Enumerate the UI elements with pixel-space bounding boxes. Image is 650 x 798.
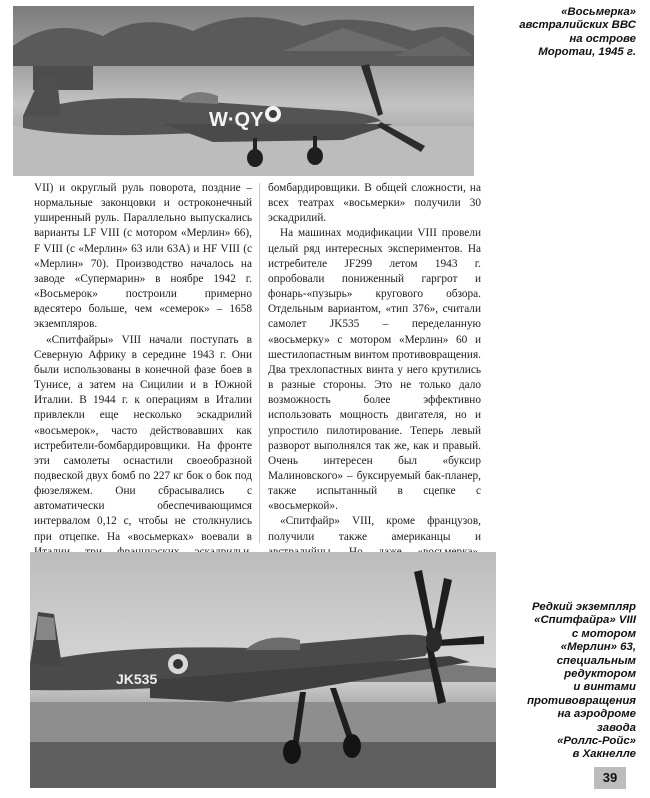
caption-bottom-line: и винтами	[573, 681, 636, 694]
caption-bottom-line: редуктором	[564, 668, 636, 681]
photo-spitfire-hucknall	[30, 552, 496, 788]
paragraph: «Спитфайр» VIII, кроме французов, получили также американцы и	[268, 515, 481, 543]
caption-bottom-line: «Роллс-Ройс»	[557, 735, 636, 748]
caption-top-line: на острове	[569, 32, 636, 45]
caption-bottom-line: «Мерлин» 63,	[560, 641, 636, 654]
caption-top-line: Моротаи, 1945 г.	[538, 46, 636, 59]
caption-bottom-line: в Хакнелле	[572, 748, 636, 761]
caption-top	[484, 6, 636, 60]
caption-bottom	[498, 601, 636, 762]
caption-bottom-line: «Спитфайра» VIII	[534, 614, 636, 627]
caption-bottom-line: завода	[596, 721, 636, 734]
caption-bottom-line: Редкий экземпляр	[531, 601, 636, 613]
caption-top-line: «Восьмерка»	[561, 6, 636, 18]
caption-bottom-line: на аэродроме	[557, 708, 636, 721]
paragraph: «Спитфайры» VIII начали поступать в Северную Африку в середине 1943 г. Они были использованы в конечной фазе боев в Тунисе, а затем на Сицилии и в Южной Италии. В 1944 г. к операциям в Италии привлекли еще несколько эскадрилий «восьмерок», часто действовавших как истребители-бомбардировщики. На фронте эти самолеты оснастили своеобразной подвеской двух бомб по 227 кг бок о бок под фюзеляжем. Они сбрасывались с автоматически обеспечивающимся интервалом 0,12 с, чтобы не столкнулись при отцепке. На «восьмерках» воевали в	[34, 333, 252, 543]
caption-bottom-line: противовращения	[527, 694, 636, 707]
paragraph: На машинах модификации VIII провели целый ряд интересных экспериментов. На истребителе JF299 летом 1943 г. опробовали пониженный гаргрот и фонарь-«пузырь» кругового обзора. Отдельным вариантом, «тип 376», считали самолет JK535 – переделанную «восьмерку» с мотором «Мерлин» 60 и шестилопастным винтом противовращения. Два трехлопастных винта у него крутились в разные стороны. Это не только дало возможность более эффективно использовать мощность двигателя, но и упростило пилотирование. Теперь левый разворот выполнялся так же, как и правый. Очень интересен был «буксир Малиновского» – буксируемый бак-планер, также испытанный в сцепке с «восьмеркой».	[268, 227, 481, 513]
photo-top-code: W·QY	[209, 109, 264, 131]
page-number: 39	[594, 767, 626, 789]
column-divider	[259, 183, 260, 543]
photo-bottom-serial: JK535	[116, 671, 158, 687]
caption-bottom-line: с мотором	[571, 627, 636, 640]
photo-top-illustration	[13, 6, 474, 176]
caption-bottom-line: специальным	[556, 654, 636, 667]
photo-bottom-illustration	[30, 552, 496, 788]
paragraph: VII) и округлый руль поворота, поздние – нормальные законцовки и остроконечный уширенный руль. Параллельно выпускались варианты LF VIII (с мотором «Мерлин» 66), F VIII (с «Мерлин» 63 или 63А) и HF VIII (с «Мерлин» 70). Производство началось на заводе «Супермарин» в ноябре 1942 г. «Восьмерок» построили примерно вдесятеро больше, чем «семерок» – 1658 экземпляров.	[34, 182, 252, 331]
paragraph: бомбардировщики. В общей сложности, на всех театрах «восьмерки» получили 30 эскадрилий.	[268, 182, 481, 225]
photo-spitfire-morotai	[13, 6, 474, 176]
caption-top-line: австралийских ВВС	[519, 19, 636, 32]
